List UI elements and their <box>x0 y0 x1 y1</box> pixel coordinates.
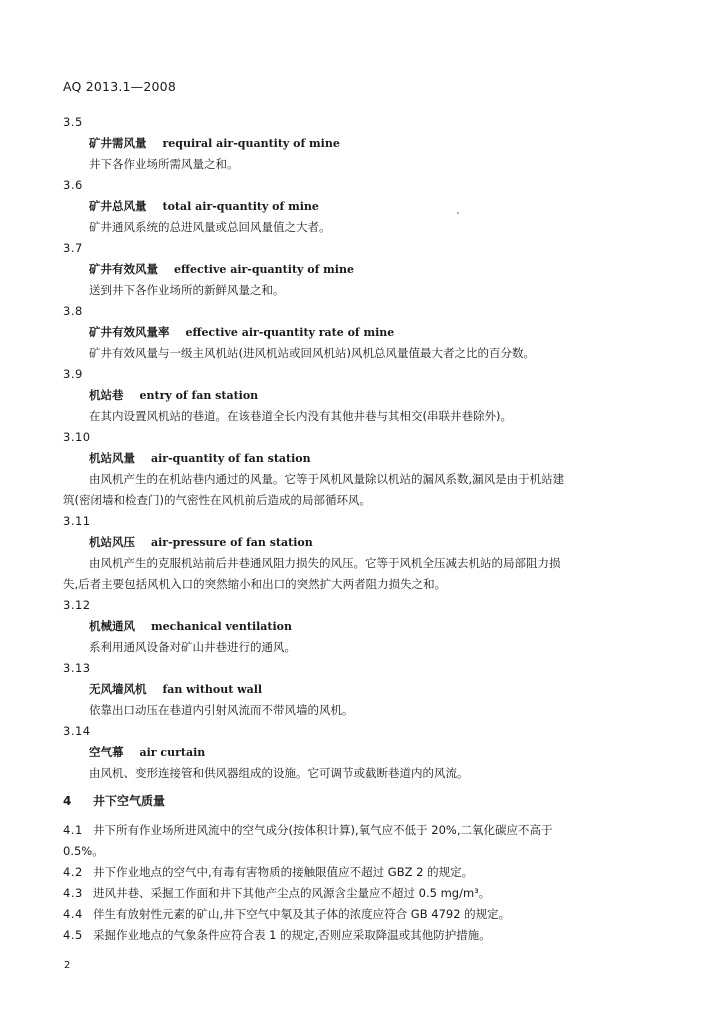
term-english: fan without wall <box>162 683 263 696</box>
definition-line: 矿井通风系统的总进风量或总回风量值之大者。 <box>89 220 331 234</box>
scan-speck <box>457 212 459 214</box>
section-4-clauses <box>63 820 648 946</box>
term-line <box>63 616 648 637</box>
clause-number: 4.3 <box>63 886 83 900</box>
clause-item <box>63 820 648 862</box>
clause-number: 4.2 <box>63 865 83 879</box>
clause-line: 伴生有放射性元素的矿山,井下空气中氡及其子体的浓度应符合 GB 4792 的规定。 <box>93 907 511 921</box>
clause-item <box>63 883 648 904</box>
clause-number: 3.8 <box>63 304 83 318</box>
term-chinese: 机站风量 <box>89 451 135 465</box>
definition-entry <box>63 658 648 721</box>
term-chinese: 空气幕 <box>89 745 124 759</box>
term-english: air-pressure of fan station <box>151 536 313 549</box>
term-line <box>63 679 648 700</box>
page-number: 2 <box>64 960 71 971</box>
clause-line: 采掘作业地点的气象条件应符合表 1 的规定,否则应采取降温或其他防护措施。 <box>93 928 491 942</box>
definition-entry <box>63 175 648 238</box>
clause-number: 3.10 <box>63 430 91 444</box>
definition-line: 矿井有效风量与一级主风机站(进风机站或回风机站)风机总风量值最大者之比的百分数。 <box>89 346 535 360</box>
definition-entry <box>63 511 648 595</box>
clause-number: 3.6 <box>63 178 83 192</box>
page-body <box>63 112 648 946</box>
term-line <box>63 742 648 763</box>
definition-text <box>63 553 648 595</box>
term-english: effective air-quantity rate of mine <box>185 326 395 339</box>
clause-item <box>63 925 648 946</box>
definition-line: 由风机产生的在机站巷内通过的风量。它等于风机风量除以机站的漏风系数,漏风是由于机站建 <box>89 472 565 486</box>
clause-number: 3.13 <box>63 661 91 675</box>
clause-line: 0.5%。 <box>63 844 104 858</box>
term-english: entry of fan station <box>139 389 259 402</box>
clause-number: 4.5 <box>63 928 83 942</box>
term-line <box>63 196 648 217</box>
term-chinese: 矿井有效风量 <box>89 262 158 276</box>
definition-text <box>63 700 648 721</box>
term-english: effective air-quantity of mine <box>174 263 354 276</box>
definition-line: 失,后者主要包括风机入口的突然缩小和出口的突然扩大两者阻力损失之和。 <box>63 577 447 591</box>
term-english: total air-quantity of mine <box>162 200 319 213</box>
definition-line: 在其内设置风机站的巷道。在该巷道全长内没有其他井巷与其相交(串联井巷除外)。 <box>89 409 512 423</box>
definition-text <box>63 280 648 301</box>
term-english: requiral air-quantity of mine <box>162 137 340 150</box>
definition-text <box>63 217 648 238</box>
clause-number: 3.12 <box>63 598 91 612</box>
clause-line: 井下作业地点的空气中,有毒有害物质的接触限值应不超过 GBZ 2 的规定。 <box>93 865 474 879</box>
definition-line: 由风机产生的克服机站前后井巷通风阻力损失的风压。它等于风机全压减去机站的局部阻力损 <box>89 556 561 570</box>
term-chinese: 矿井需风量 <box>89 136 147 150</box>
term-line <box>63 448 648 469</box>
term-chinese: 矿井总风量 <box>89 199 147 213</box>
section-title: 井下空气质量 <box>93 794 166 808</box>
definition-line: 送到井下各作业场所的新鲜风量之和。 <box>89 283 285 297</box>
term-line <box>63 133 648 154</box>
definition-text <box>63 154 648 175</box>
term-line <box>63 259 648 280</box>
clause-number: 3.11 <box>63 514 91 528</box>
clause-number: 4.4 <box>63 907 83 921</box>
definition-line: 依靠出口动压在巷道内引射风流而不带风墙的风机。 <box>89 703 354 717</box>
term-line <box>63 532 648 553</box>
clause-line: 井下所有作业场所进风流中的空气成分(按体积计算),氧气应不低于 20%,二氧化碳应不高于 <box>93 823 553 837</box>
clause-number: 3.14 <box>63 724 91 738</box>
term-line <box>63 385 648 406</box>
standard-code-header: AQ 2013.1—2008 <box>63 79 176 94</box>
clause-number: 4.1 <box>63 823 83 837</box>
term-chinese: 矿井有效风量率 <box>89 325 170 339</box>
definition-line: 筑(密闭墙和检查门)的气密性在风机前后造成的局部循环风。 <box>63 493 371 507</box>
definition-line: 井下各作业场所需风量之和。 <box>89 157 239 171</box>
clause-number: 3.5 <box>63 115 83 129</box>
term-chinese: 机站风压 <box>89 535 135 549</box>
definition-text <box>63 406 648 427</box>
definition-entry <box>63 301 648 364</box>
term-line <box>63 322 648 343</box>
clause-item <box>63 862 648 883</box>
definition-text <box>63 343 648 364</box>
definition-entry <box>63 595 648 658</box>
term-english: air-quantity of fan station <box>151 452 311 465</box>
definition-line: 由风机、变形连接管和供风器组成的设施。它可调节或截断巷道内的风流。 <box>89 766 469 780</box>
definition-entry <box>63 238 648 301</box>
definition-entry <box>63 364 648 427</box>
definition-entry <box>63 112 648 175</box>
term-chinese: 无风墙风机 <box>89 682 147 696</box>
term-english: mechanical ventilation <box>151 620 293 633</box>
section-number: 4 <box>63 794 72 808</box>
definition-text <box>63 763 648 784</box>
term-chinese: 机械通风 <box>89 619 135 633</box>
clause-number: 3.9 <box>63 367 83 381</box>
clause-item <box>63 904 648 925</box>
section-4-heading <box>63 791 648 812</box>
definition-text <box>63 637 648 658</box>
definition-text <box>63 469 648 511</box>
definition-entry <box>63 427 648 511</box>
term-chinese: 机站巷 <box>89 388 124 402</box>
definition-line: 系利用通风设备对矿山井巷进行的通风。 <box>89 640 296 654</box>
definitions-section <box>63 112 648 784</box>
clause-line: 进风井巷、采掘工作面和井下其他产尘点的风源含尘量应不超过 0.5 mg/m³。 <box>93 886 491 900</box>
clause-number: 3.7 <box>63 241 83 255</box>
term-english: air curtain <box>139 746 206 759</box>
definition-entry <box>63 721 648 784</box>
